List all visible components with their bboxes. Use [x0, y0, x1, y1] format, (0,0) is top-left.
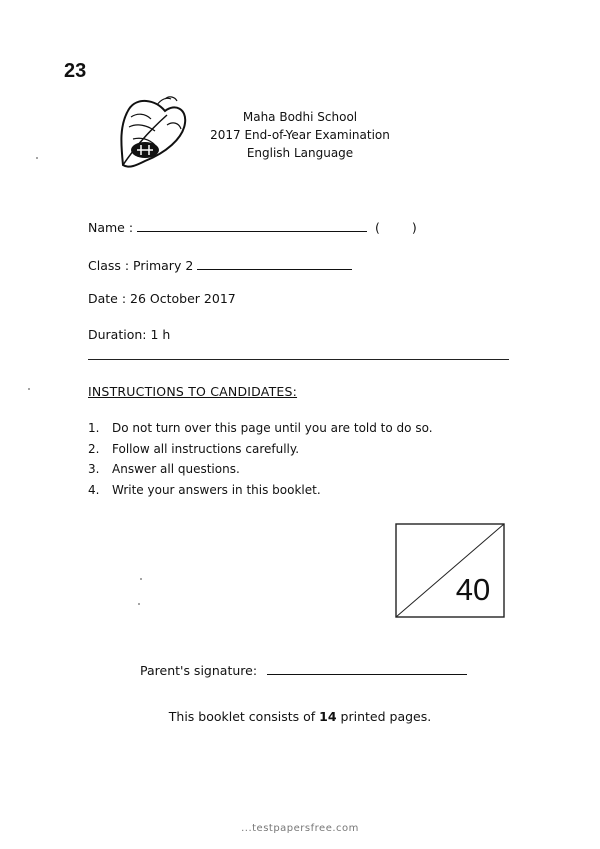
instruction-item: 1. Do not turn over this page until you are told to do so. — [88, 421, 433, 435]
watermark: ...testpapersfree.com — [241, 823, 359, 834]
instruction-item: 2. Follow all instructions carefully. — [88, 441, 300, 456]
score-total: 40 — [455, 572, 491, 607]
name-input-line[interactable] — [137, 219, 367, 232]
register-paren-close: ) — [411, 220, 417, 235]
subject-title: English Language — [246, 146, 354, 160]
instructions-list — [88, 418, 433, 500]
name-label: Name : — [88, 220, 134, 235]
class-label: Class : Primary 2 — [88, 258, 194, 273]
scan-speck — [36, 157, 38, 159]
exam-header — [180, 108, 420, 162]
instruction-item: 4. Write your answers in this booklet. — [88, 482, 321, 497]
scan-speck — [140, 578, 142, 580]
instruction-item: 3. Answer all questions. — [88, 462, 240, 476]
page-count-note: This booklet consists of 14 printed pages. — [168, 709, 432, 724]
class-field — [88, 257, 352, 273]
section-divider — [88, 359, 509, 360]
class-input-line[interactable] — [197, 257, 352, 270]
page-number: 23 — [64, 60, 87, 82]
date-field: Date : 26 October 2017 — [88, 291, 236, 306]
signature-input-line[interactable] — [267, 662, 467, 675]
score-box[interactable] — [395, 523, 505, 618]
register-paren-open: ( — [375, 220, 380, 235]
instructions-title: INSTRUCTIONS TO CANDIDATES: — [88, 384, 298, 399]
page-count: 14 — [319, 709, 337, 724]
duration-field: Duration: 1 h — [88, 327, 171, 342]
scan-speck — [28, 388, 30, 390]
school-name: Maha Bodhi School — [242, 110, 358, 124]
scan-speck — [138, 603, 140, 605]
exam-title: 2017 End-of-Year Examination — [210, 128, 390, 142]
signature-label: Parent's signature: — [140, 663, 258, 678]
school-logo-icon — [115, 95, 190, 173]
name-field — [88, 219, 417, 235]
parent-signature-field — [140, 662, 467, 678]
